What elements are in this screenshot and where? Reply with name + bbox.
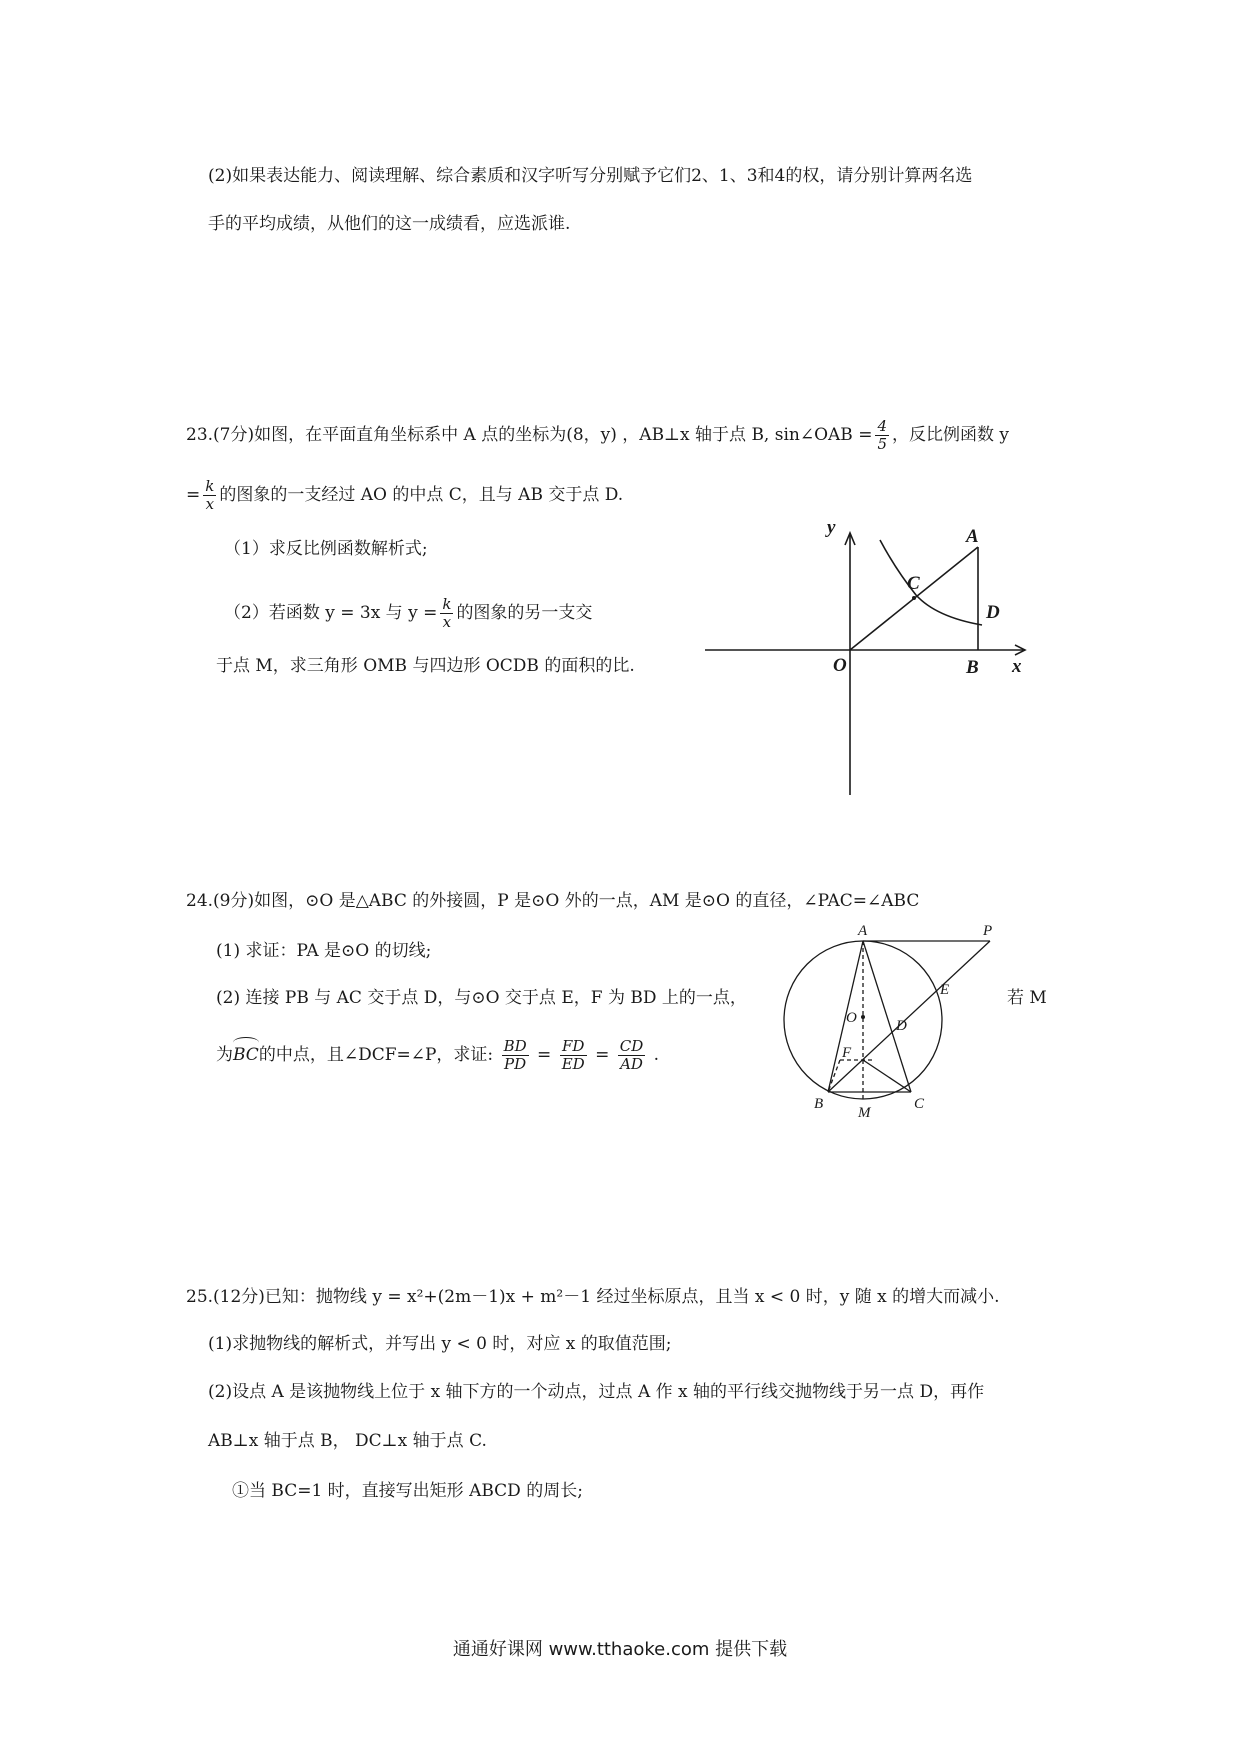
page-footer: 通通好课网 www.tthaoke.com 提供下载: [452, 1639, 788, 1660]
q23-line2: = $\frac{k}{x}$ 的图象的一支经过 AO 的中点 C，且与 AB 交于点 D.: [186, 477, 624, 513]
label-x: x: [1012, 656, 1022, 677]
label-C: C: [907, 573, 920, 594]
label-F: F: [842, 1045, 852, 1061]
label-E: E: [940, 982, 950, 998]
label-A: A: [858, 923, 868, 939]
sin-fraction: $\frac{4}{5}$: [877, 417, 887, 453]
k-over-x-fraction-2: $\frac{k}{x}$: [442, 595, 452, 631]
label-O: O: [833, 655, 847, 676]
q25-header: 25.(12分)已知：抛物线 y = x²+(2m－1)x + m²－1 经过坐标原点，且当 x < 0 时，y 随 x 的增大而减小.: [186, 1287, 1000, 1307]
q22-part2-line2: 手的平均成绩，从他们的这一成绩看，应选派谁.: [208, 214, 571, 234]
q23-header: 23.(7分)如图，在平面直角坐标系中 A 点的坐标为(8，y) ，AB⊥x 轴于点 B, sin∠OAB = $\frac{4}{5}$ ，反比例函数 y: [186, 417, 1010, 453]
q24-header: 24.(9分)如图，⊙O 是△ABC 的外接圆，P 是⊙O 外的一点，AM 是⊙O 的直径，∠PAC=∠ABC: [186, 891, 920, 911]
label-C: C: [914, 1096, 925, 1112]
q25-part2: (2)设点 A 是该抛物线上位于 x 轴下方的一个动点，过点 A 作 x 轴的平行线交抛物线于另一点 D，再作: [208, 1382, 985, 1402]
q22-part2-line1: (2)如果表达能力、阅读理解、综合素质和汉字听写分别赋予它们2、1、3和4的权，请分别计算两名选: [208, 166, 973, 186]
frac-BD-PD: $\frac{BD}{PD}$: [503, 1037, 527, 1073]
arc-BC: BC: [233, 1045, 259, 1065]
label-D: D: [896, 1018, 907, 1034]
q25-part1: (1)求抛物线的解析式，并写出 y < 0 时，对应 x 的取值范围;: [208, 1334, 672, 1354]
q24-part2-line2: 为BC的中点，且∠DCF=∠P，求证: $\frac{BD}{PD}$ = $\frac{FD}{ED}$ = $\frac{CD}{AD}$ .: [216, 1037, 660, 1073]
q25-sub1: ①当 BC=1 时，直接写出矩形 ABCD 的周长;: [232, 1481, 583, 1501]
q24-circle-figure: [780, 915, 1020, 1125]
q23-part2: （2）若函数 y = 3x 与 y = $\frac{k}{x}$ 的图象的另一支交: [224, 595, 593, 631]
hyperbola-curve: [880, 540, 982, 625]
q23-part1: （1）求反比例函数解析式;: [224, 539, 428, 559]
center-O: [861, 1015, 865, 1019]
label-B: B: [814, 1096, 824, 1112]
q23-coordinate-figure: [700, 505, 1040, 805]
label-P: P: [983, 923, 993, 939]
label-M: M: [858, 1105, 871, 1121]
q25-part2-line2: AB⊥x 轴于点 B， DC⊥x 轴于点 C.: [208, 1431, 487, 1451]
q24-part1: (1) 求证：PA 是⊙O 的切线;: [216, 941, 432, 961]
label-A: A: [966, 526, 979, 547]
label-D: D: [986, 602, 1000, 623]
label-B: B: [966, 657, 979, 678]
frac-CD-AD: $\frac{CD}{AD}$: [619, 1037, 644, 1073]
q24-part2: (2) 连接 PB 与 AC 交于点 D，与⊙O 交于点 E，F 为 BD 上的一点，: [216, 988, 747, 1008]
q24-part2-tail: 若 M: [1007, 988, 1047, 1008]
segment-AC: [863, 941, 911, 1092]
k-over-x-fraction: $\frac{k}{x}$: [205, 477, 215, 513]
point-C: [912, 596, 916, 600]
frac-FD-ED: $\frac{FD}{ED}$: [561, 1037, 585, 1073]
label-y: y: [827, 517, 836, 538]
label-O: O: [846, 1010, 857, 1026]
q23-part2-line2: 于点 M，求三角形 OMB 与四边形 OCDB 的面积的比.: [216, 656, 635, 676]
segment-FC: [863, 1060, 911, 1092]
